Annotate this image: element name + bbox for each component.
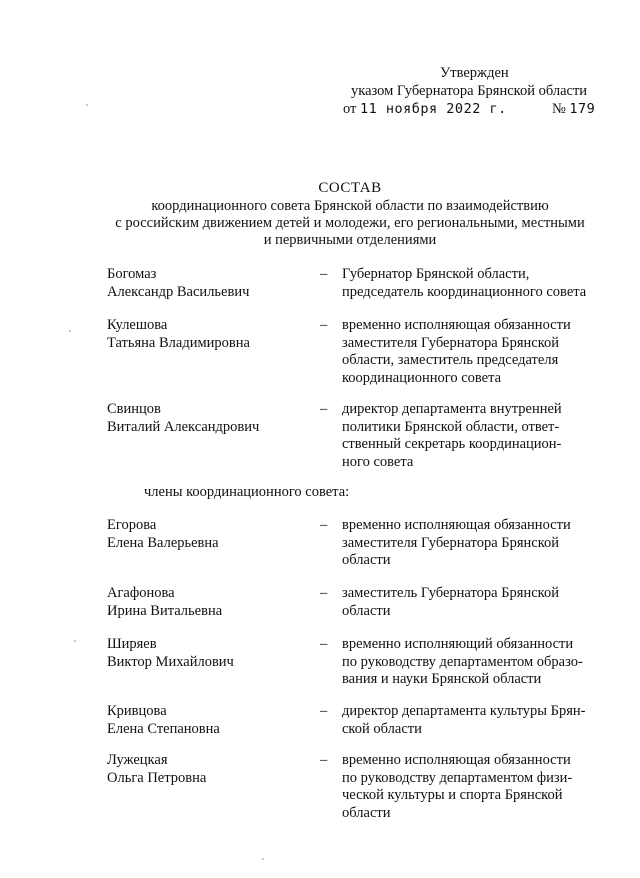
- dash-separator: –: [320, 703, 328, 719]
- dash-separator: –: [320, 401, 328, 417]
- member-position: Губернатор Брянской области, председатель координационного совета: [342, 266, 587, 300]
- dash-separator: –: [320, 517, 328, 533]
- approval-line-date: [343, 100, 613, 118]
- dash-separator: –: [320, 266, 328, 282]
- approval-number: 179: [569, 101, 596, 117]
- member-name: Агафонова Ирина Витальевна: [107, 585, 223, 619]
- member-position: временно исполняющая обязанности заместителя Губернатора Брянской области, заместитель председателя координационного совета: [342, 317, 571, 386]
- dash-separator: –: [320, 636, 328, 652]
- title-line: координационного совета Брянской области по взаимодействию: [151, 198, 549, 214]
- member-position: временно исполняющая обязанности заместителя Губернатора Брянской области: [342, 517, 571, 568]
- title-line: и первичными отделениями: [263, 232, 437, 248]
- dash-separator: –: [320, 317, 328, 333]
- member-name: Егорова Елена Валерьевна: [107, 517, 219, 551]
- approval-date: 11 ноября 2022 г.: [360, 101, 507, 117]
- approval-date-prefix: от: [343, 101, 357, 117]
- title-block: [60, 180, 640, 249]
- member-name: Ширяев Виктор Михайлович: [107, 636, 234, 670]
- member-position: временно исполняющий обязанности по руководству департаментом образо- вания и науки Брянской области: [342, 636, 583, 687]
- document-title: СОСТАВ: [318, 180, 382, 196]
- title-line: с российским движением детей и молодежи, его региональными, местными: [115, 215, 585, 231]
- scan-speck: [262, 858, 264, 860]
- approval-line-approved: Утвержден: [440, 65, 509, 81]
- members-heading: члены координационного совета:: [144, 484, 350, 500]
- member-name: Кривцова Елена Степановна: [107, 703, 220, 737]
- member-position: директор департамента культуры Брян- ской области: [342, 703, 586, 737]
- member-name: Богомаз Александр Васильевич: [107, 266, 250, 300]
- approval-block: [343, 64, 613, 118]
- approval-line-decree: указом Губернатора Брянской области: [351, 83, 588, 99]
- approval-number-label: №: [551, 101, 566, 117]
- member-position: директор департамента внутренней политики Брянской области, ответ- ственный секретарь координацион- ного совета: [342, 401, 562, 470]
- member-name: Лужецкая Ольга Петровна: [107, 752, 207, 786]
- member-position: временно исполняющая обязанности по руководству департаментом физи- ческой культуры и спорта Брянской области: [342, 752, 573, 821]
- member-name: Кулешова Татьяна Владимировна: [107, 317, 250, 351]
- scan-speck: [86, 104, 88, 106]
- member-name: Свинцов Виталий Александрович: [107, 401, 260, 435]
- dash-separator: –: [320, 752, 328, 768]
- member-position: заместитель Губернатора Брянской области: [342, 585, 559, 619]
- dash-separator: –: [320, 585, 328, 601]
- scan-speck: [69, 330, 71, 332]
- scan-speck: [74, 640, 76, 642]
